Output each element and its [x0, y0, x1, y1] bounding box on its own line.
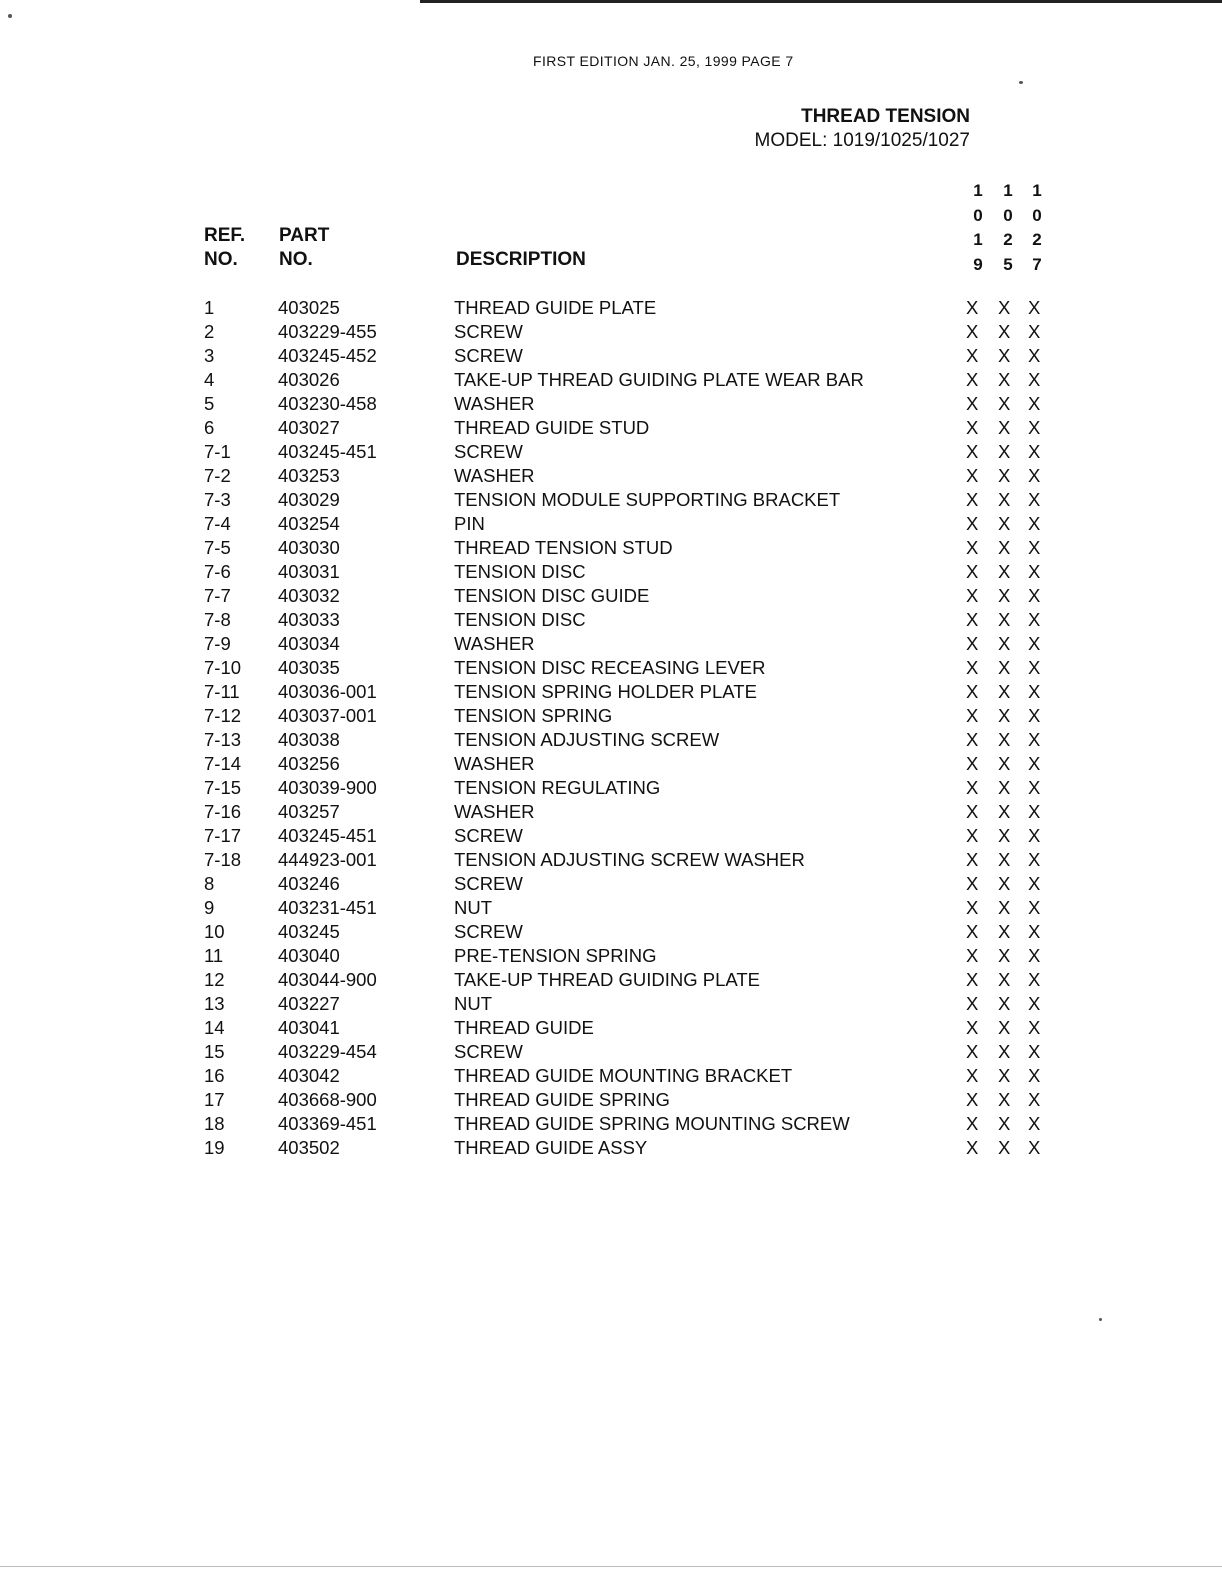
- ref-no: 7-3: [204, 489, 231, 510]
- ref-header-line1: REF.: [204, 225, 246, 246]
- table-row: [204, 776, 1064, 800]
- model-1025-mark: X: [998, 801, 1011, 822]
- model-1025-mark: X: [998, 729, 1011, 750]
- model-1019-mark: X: [966, 873, 979, 894]
- part-no: 403041: [278, 1017, 340, 1038]
- model-1027-mark: X: [1028, 609, 1041, 630]
- table-row: [204, 704, 1064, 728]
- part-description: TENSION REGULATING: [454, 777, 661, 798]
- part-no: 403245-452: [278, 345, 377, 366]
- part-no: 403039-900: [278, 777, 377, 798]
- model-1025-mark: X: [998, 681, 1011, 702]
- model-1025-mark: X: [998, 537, 1011, 558]
- part-description: NUT: [454, 897, 493, 918]
- model-1027-mark: X: [1028, 657, 1041, 678]
- ref-no: 4: [204, 369, 215, 390]
- model-1025-mark: X: [998, 969, 1011, 990]
- model-1025-mark: X: [998, 1113, 1011, 1134]
- part-no: 403027: [278, 417, 340, 438]
- model-1025-mark: X: [998, 561, 1011, 582]
- table-row: [204, 752, 1064, 776]
- model-1019-mark: X: [966, 657, 979, 678]
- model-1019-mark: X: [966, 561, 979, 582]
- model-1019-mark: X: [966, 969, 979, 990]
- model-1025-mark: X: [998, 873, 1011, 894]
- part-no: 403038: [278, 729, 340, 750]
- part-description: NUT: [454, 993, 493, 1014]
- ref-no: 19: [204, 1137, 225, 1158]
- part-description: TENSION ADJUSTING SCREW WASHER: [454, 849, 805, 870]
- ref-no: 8: [204, 873, 215, 894]
- model-1025-mark: X: [998, 369, 1011, 390]
- model-1027-header: [1027, 179, 1047, 277]
- part-no: 403031: [278, 561, 340, 582]
- model-1019-mark: X: [966, 321, 979, 342]
- model-1025-mark: X: [998, 705, 1011, 726]
- model-digit: 9: [973, 254, 983, 274]
- part-description: WASHER: [454, 633, 535, 654]
- model-1027-mark: X: [1028, 753, 1041, 774]
- model-1025-mark: X: [998, 993, 1011, 1014]
- model-1019-mark: X: [966, 393, 979, 414]
- part-description: THREAD GUIDE PLATE: [454, 297, 657, 318]
- table-row: [204, 680, 1064, 704]
- ref-no: 7-13: [204, 729, 242, 750]
- table-row: [204, 392, 1064, 416]
- ref-no: 7-16: [204, 801, 242, 822]
- part-no: 403245: [278, 921, 340, 942]
- part-no: 403033: [278, 609, 340, 630]
- model-1019-mark: X: [966, 1017, 979, 1038]
- ref-no: 5: [204, 393, 215, 414]
- model-1025-mark: X: [998, 753, 1011, 774]
- model-1025-mark: X: [998, 441, 1011, 462]
- scan-speck: [1019, 81, 1023, 84]
- part-no: 403230-458: [278, 393, 377, 414]
- table-row: [204, 488, 1064, 512]
- part-description: SCREW: [454, 345, 523, 366]
- part-no: 403029: [278, 489, 340, 510]
- description-header: DESCRIPTION: [456, 249, 586, 270]
- table-row: [204, 1088, 1064, 1112]
- model-1027-mark: X: [1028, 825, 1041, 846]
- model-1019-mark: X: [966, 297, 979, 318]
- ref-no: 15: [204, 1041, 225, 1062]
- model-1019-mark: X: [966, 753, 979, 774]
- model-1019-mark: X: [966, 465, 979, 486]
- part-description: TENSION DISC RECEASING LEVER: [454, 657, 766, 678]
- scan-bottom-border: [0, 1566, 1222, 1567]
- ref-no: 2: [204, 321, 215, 342]
- model-1019-mark: X: [966, 489, 979, 510]
- parts-table: [204, 296, 1064, 1160]
- model-1019-mark: X: [966, 777, 979, 798]
- model-1027-mark: X: [1028, 801, 1041, 822]
- ref-no: 18: [204, 1113, 225, 1134]
- model-1019-mark: X: [966, 681, 979, 702]
- part-description: THREAD GUIDE SPRING MOUNTING SCREW: [454, 1113, 850, 1134]
- part-no: 403369-451: [278, 1113, 377, 1134]
- ref-no: 17: [204, 1089, 225, 1110]
- part-description: SCREW: [454, 441, 523, 462]
- table-row: [204, 1040, 1064, 1064]
- model-1019-mark: X: [966, 633, 979, 654]
- scan-speck: [1099, 1318, 1102, 1321]
- model-digit: 1: [1003, 181, 1013, 200]
- part-no: 403502: [278, 1137, 340, 1158]
- model-1025-mark: X: [998, 897, 1011, 918]
- part-no: 403254: [278, 513, 340, 534]
- ref-no: 7-14: [204, 753, 242, 774]
- ref-no: 7-6: [204, 561, 231, 582]
- part-no: 403044-900: [278, 969, 377, 990]
- model-1019-mark: X: [966, 1065, 979, 1086]
- ref-no: 7-9: [204, 633, 231, 654]
- part-no: 403030: [278, 537, 340, 558]
- part-description: WASHER: [454, 465, 535, 486]
- model-1025-mark: X: [998, 1089, 1011, 1110]
- part-description: WASHER: [454, 801, 535, 822]
- part-description: SCREW: [454, 921, 523, 942]
- table-row: [204, 344, 1064, 368]
- part-description: SCREW: [454, 321, 523, 342]
- table-row: [204, 368, 1064, 392]
- model-1027-mark: X: [1028, 417, 1041, 438]
- model-1027-mark: X: [1028, 921, 1041, 942]
- table-row: [204, 464, 1064, 488]
- ref-no: 13: [204, 993, 225, 1014]
- model-digit: 0: [1032, 205, 1042, 225]
- model-1025-mark: X: [998, 825, 1011, 846]
- table-row: [204, 968, 1064, 992]
- ref-no: 11: [204, 945, 224, 966]
- part-description: WASHER: [454, 393, 535, 414]
- model-digit: 1: [973, 230, 983, 249]
- model-line: MODEL: 1019/1025/1027: [754, 130, 970, 151]
- model-1019-mark: X: [966, 945, 979, 966]
- model-1027-mark: X: [1028, 945, 1041, 966]
- ref-no-header: [204, 224, 245, 272]
- part-description: TAKE-UP THREAD GUIDING PLATE WEAR BAR: [454, 369, 864, 390]
- part-no: 403037-001: [278, 705, 377, 726]
- scan-top-border: [420, 0, 1222, 3]
- ref-no: 7-10: [204, 657, 242, 678]
- model-1027-mark: X: [1028, 345, 1041, 366]
- model-1019-mark: X: [966, 801, 979, 822]
- part-no: 444923-001: [278, 849, 377, 870]
- part-no: 403229-454: [278, 1041, 377, 1062]
- model-1027-mark: X: [1028, 489, 1041, 510]
- part-no: 403035: [278, 657, 340, 678]
- model-1027-mark: X: [1028, 705, 1041, 726]
- part-no-header: [279, 224, 329, 272]
- model-1025-mark: X: [998, 297, 1011, 318]
- model-1019-mark: X: [966, 729, 979, 750]
- model-1025-mark: X: [998, 1065, 1011, 1086]
- part-no: 403256: [278, 753, 340, 774]
- model-1027-mark: X: [1028, 561, 1041, 582]
- part-no: 403034: [278, 633, 340, 654]
- model-1027-mark: X: [1028, 681, 1041, 702]
- model-1019-mark: X: [966, 921, 979, 942]
- model-1025-mark: X: [998, 657, 1011, 678]
- model-1027-mark: X: [1028, 1017, 1041, 1038]
- model-1025-mark: X: [998, 1041, 1011, 1062]
- part-description: PRE-TENSION SPRING: [454, 945, 657, 966]
- model-1027-mark: X: [1028, 369, 1041, 390]
- model-1019-mark: X: [966, 1113, 979, 1134]
- table-row: [204, 944, 1064, 968]
- table-row: [204, 296, 1064, 320]
- part-description: TENSION SPRING: [454, 705, 613, 726]
- model-digit: 1: [1032, 181, 1042, 200]
- part-no: 403227: [278, 993, 340, 1014]
- model-1025-mark: X: [998, 609, 1011, 630]
- part-no: 403032: [278, 585, 340, 606]
- model-1027-mark: X: [1028, 729, 1041, 750]
- model-1019-mark: X: [966, 1137, 979, 1158]
- part-description: TENSION DISC GUIDE: [454, 585, 650, 606]
- model-1019-mark: X: [966, 369, 979, 390]
- model-1025-mark: X: [998, 585, 1011, 606]
- model-1019-mark: X: [966, 441, 979, 462]
- table-row: [204, 896, 1064, 920]
- part-no: 403042: [278, 1065, 340, 1086]
- ref-no: 7-15: [204, 777, 242, 798]
- table-row: [204, 320, 1064, 344]
- model-1019-mark: X: [966, 585, 979, 606]
- ref-no: 7-2: [204, 465, 231, 486]
- table-row: [204, 512, 1064, 536]
- model-digit: 0: [1003, 205, 1013, 225]
- table-row: [204, 632, 1064, 656]
- table-row: [204, 560, 1064, 584]
- model-1019-mark: X: [966, 609, 979, 630]
- model-1019-mark: X: [966, 513, 979, 534]
- part-header-line2: NO.: [279, 249, 313, 270]
- part-no: 403026: [278, 369, 340, 390]
- model-1019-mark: X: [966, 993, 979, 1014]
- model-1019-mark: X: [966, 897, 979, 918]
- model-1025-mark: X: [998, 849, 1011, 870]
- table-row: [204, 416, 1064, 440]
- model-digit: 0: [973, 205, 983, 225]
- model-1025-mark: X: [998, 465, 1011, 486]
- part-description: THREAD GUIDE STUD: [454, 417, 650, 438]
- model-1027-mark: X: [1028, 321, 1041, 342]
- model-1027-mark: X: [1028, 1137, 1041, 1158]
- model-1025-mark: X: [998, 633, 1011, 654]
- table-row: [204, 800, 1064, 824]
- model-1019-mark: X: [966, 849, 979, 870]
- part-description: THREAD GUIDE ASSY: [454, 1137, 648, 1158]
- part-no: 403036-001: [278, 681, 377, 702]
- model-1027-mark: X: [1028, 633, 1041, 654]
- scan-speck: [8, 14, 12, 18]
- model-1027-mark: X: [1028, 1065, 1041, 1086]
- ref-no: 7-1: [204, 441, 231, 462]
- part-no: 403668-900: [278, 1089, 377, 1110]
- model-1019-mark: X: [966, 825, 979, 846]
- model-1027-mark: X: [1028, 1113, 1041, 1134]
- ref-no: 7-8: [204, 609, 231, 630]
- table-row: [204, 824, 1064, 848]
- ref-header-line2: NO.: [204, 249, 238, 270]
- part-description: TENSION ADJUSTING SCREW: [454, 729, 720, 750]
- ref-no: 7-11: [204, 681, 240, 702]
- model-1025-mark: X: [998, 321, 1011, 342]
- table-row: [204, 920, 1064, 944]
- table-row: [204, 992, 1064, 1016]
- model-1027-mark: X: [1028, 1041, 1041, 1062]
- ref-no: 1: [204, 297, 215, 318]
- model-1027-mark: X: [1028, 777, 1041, 798]
- table-row: [204, 728, 1064, 752]
- part-description: THREAD TENSION STUD: [454, 537, 673, 558]
- model-digit: 7: [1032, 254, 1042, 274]
- table-row: [204, 1136, 1064, 1160]
- model-1025-mark: X: [998, 921, 1011, 942]
- part-no: 403246: [278, 873, 340, 894]
- model-1025-mark: X: [998, 1017, 1011, 1038]
- table-row: [204, 656, 1064, 680]
- model-1027-mark: X: [1028, 1089, 1041, 1110]
- ref-no: 7-18: [204, 849, 242, 870]
- part-description: PIN: [454, 513, 485, 534]
- ref-no: 16: [204, 1065, 225, 1086]
- model-digit: 5: [1003, 254, 1013, 274]
- part-description: WASHER: [454, 753, 535, 774]
- table-row: [204, 872, 1064, 896]
- model-1027-mark: X: [1028, 993, 1041, 1014]
- model-1027-mark: X: [1028, 537, 1041, 558]
- model-1019-mark: X: [966, 705, 979, 726]
- model-1027-mark: X: [1028, 441, 1041, 462]
- ref-no: 7-17: [204, 825, 242, 846]
- table-row: [204, 1112, 1064, 1136]
- model-digit: 2: [1032, 230, 1042, 249]
- table-row: [204, 584, 1064, 608]
- ref-no: 6: [204, 417, 215, 438]
- model-1027-mark: X: [1028, 465, 1041, 486]
- model-1027-mark: X: [1028, 585, 1041, 606]
- table-row: [204, 536, 1064, 560]
- model-1019-mark: X: [966, 417, 979, 438]
- model-1027-mark: X: [1028, 297, 1041, 318]
- part-description: SCREW: [454, 825, 523, 846]
- part-description: TENSION MODULE SUPPORTING BRACKET: [454, 489, 841, 510]
- model-1027-mark: X: [1028, 873, 1041, 894]
- ref-no: 7-12: [204, 705, 242, 726]
- ref-no: 10: [204, 921, 225, 942]
- model-1027-mark: X: [1028, 897, 1041, 918]
- part-no: 403231-451: [278, 897, 377, 918]
- page-title: THREAD TENSION: [801, 106, 970, 127]
- model-1025-mark: X: [998, 345, 1011, 366]
- model-1025-mark: X: [998, 945, 1011, 966]
- model-1027-mark: X: [1028, 969, 1041, 990]
- model-1019-mark: X: [966, 1041, 979, 1062]
- part-description: TENSION DISC: [454, 561, 586, 582]
- part-no: 403257: [278, 801, 340, 822]
- table-row: [204, 1016, 1064, 1040]
- model-1019-mark: X: [966, 537, 979, 558]
- part-no: 403025: [278, 297, 340, 318]
- part-description: TAKE-UP THREAD GUIDING PLATE: [454, 969, 760, 990]
- edition-line: FIRST EDITION JAN. 25, 1999 PAGE 7: [533, 53, 794, 69]
- model-1027-mark: X: [1028, 513, 1041, 534]
- part-description: THREAD GUIDE: [454, 1017, 594, 1038]
- ref-no: 3: [204, 345, 215, 366]
- model-1025-mark: X: [998, 417, 1011, 438]
- ref-no: 12: [204, 969, 225, 990]
- model-1025-mark: X: [998, 1137, 1011, 1158]
- model-1025-mark: X: [998, 777, 1011, 798]
- ref-no: 9: [204, 897, 215, 918]
- part-no: 403245-451: [278, 825, 377, 846]
- ref-no: 14: [204, 1017, 225, 1038]
- model-1025-header: [998, 179, 1018, 277]
- model-1025-mark: X: [998, 513, 1011, 534]
- model-1025-mark: X: [998, 393, 1011, 414]
- table-row: [204, 848, 1064, 872]
- part-description: THREAD GUIDE MOUNTING BRACKET: [454, 1065, 793, 1086]
- part-description: TENSION DISC: [454, 609, 586, 630]
- part-description: SCREW: [454, 1041, 523, 1062]
- part-description: THREAD GUIDE SPRING: [454, 1089, 670, 1110]
- model-1027-mark: X: [1028, 393, 1041, 414]
- part-header-line1: PART: [279, 225, 330, 246]
- table-row: [204, 440, 1064, 464]
- model-1019-mark: X: [966, 345, 979, 366]
- part-no: 403040: [278, 945, 340, 966]
- ref-no: 7-7: [204, 585, 231, 606]
- model-1027-mark: X: [1028, 849, 1041, 870]
- model-1019-header: [968, 179, 988, 277]
- ref-no: 7-5: [204, 537, 231, 558]
- ref-no: 7-4: [204, 513, 231, 534]
- part-no: 403253: [278, 465, 340, 486]
- part-description: SCREW: [454, 873, 523, 894]
- model-digit: 1: [973, 181, 983, 200]
- part-description: TENSION SPRING HOLDER PLATE: [454, 681, 757, 702]
- model-digit: 2: [1003, 230, 1013, 249]
- part-no: 403229-455: [278, 321, 377, 342]
- part-no: 403245-451: [278, 441, 377, 462]
- table-row: [204, 1064, 1064, 1088]
- model-1025-mark: X: [998, 489, 1011, 510]
- table-row: [204, 608, 1064, 632]
- model-1019-mark: X: [966, 1089, 979, 1110]
